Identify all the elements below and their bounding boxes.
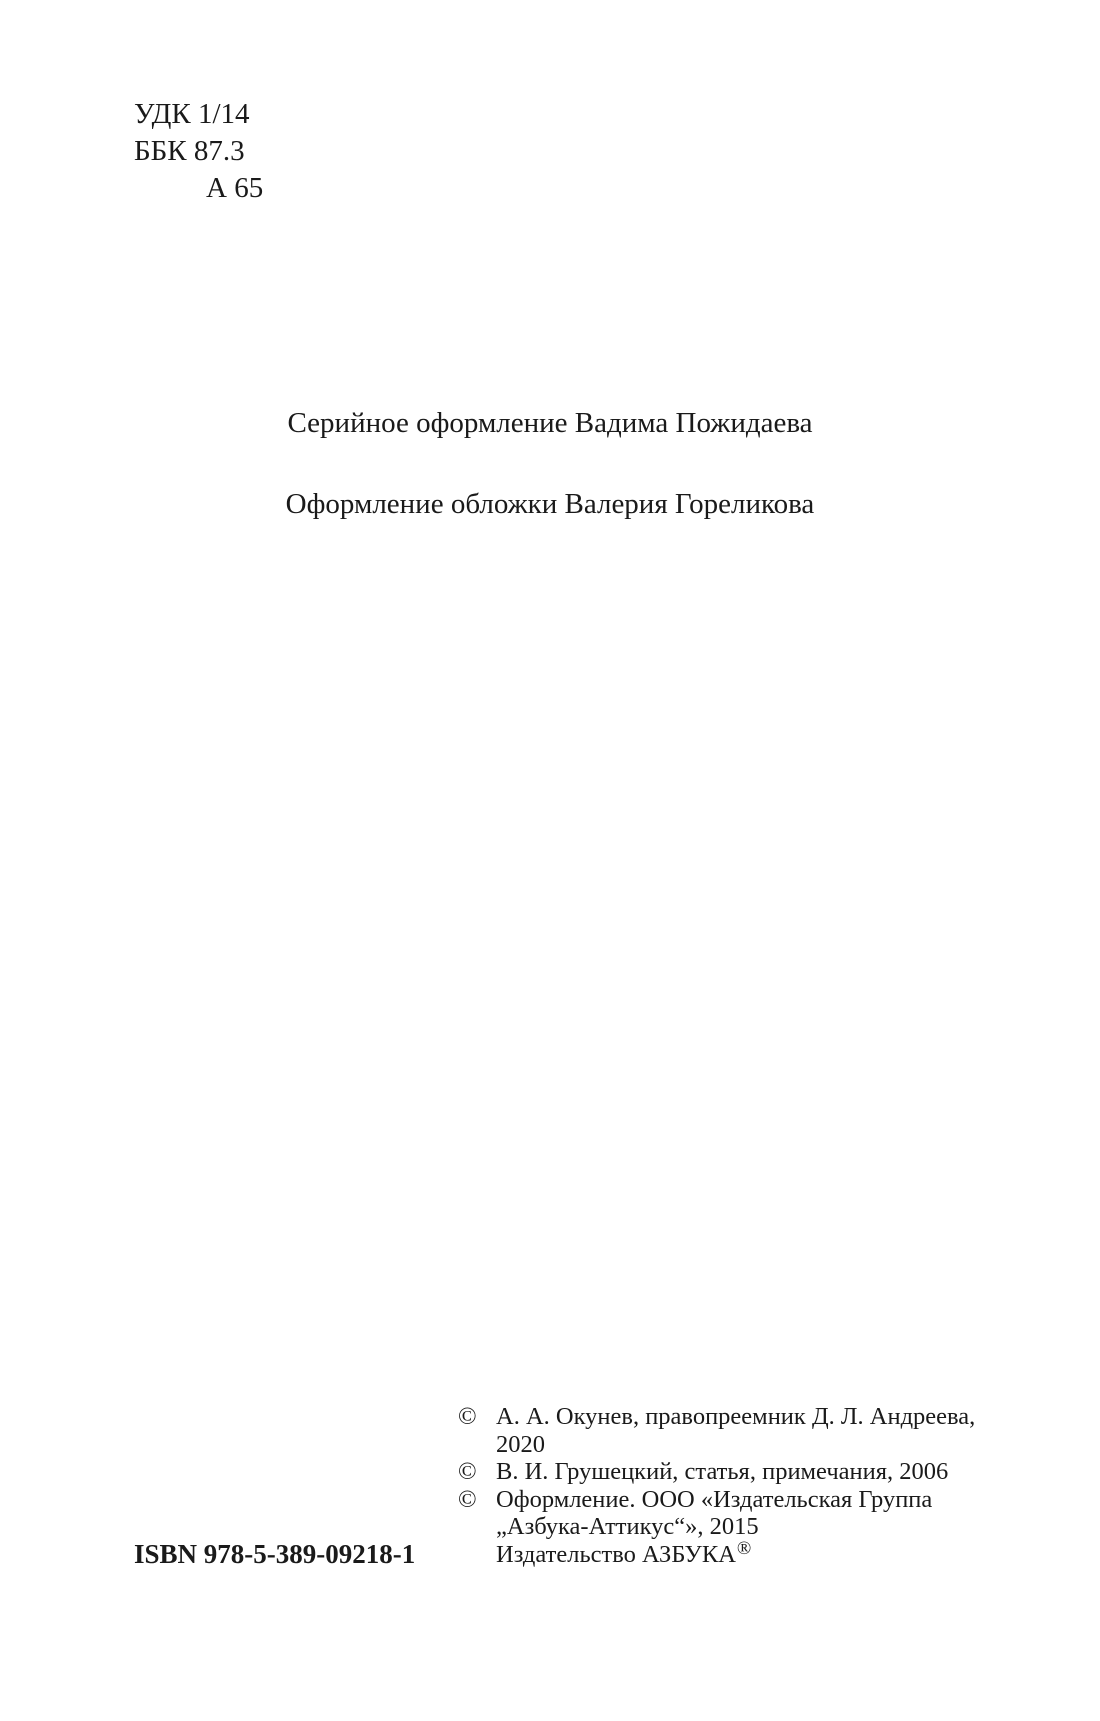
author-mark: А 65 [206,172,264,204]
copyright-text: В. И. Грушецкий, статья, примечания, 2006 [496,1458,949,1485]
series-design-credit: Серийное оформление Вадима Пожидаева [287,407,813,439]
copyright-block [458,1403,975,1570]
copyright-icon: © [458,1403,477,1430]
copyright-entry [458,1403,975,1458]
classification-block [134,96,263,207]
udk-code: УДК 1/14 [134,98,250,130]
copyright-text: А. А. Окунев, правопреемник Д. Л. Андреева, [496,1403,976,1430]
publisher-name: Издательство АЗБУКА [496,1540,736,1568]
bbk-code: ББК 87.3 [134,135,245,167]
copyright-entry [458,1458,975,1486]
copyright-entry [458,1486,975,1541]
cover-design-credit: Оформление обложки Валерия Гореликова [285,488,815,520]
isbn-number: ISBN 978-5-389-09218-1 [134,1539,416,1569]
registered-trademark-icon: ® [736,1537,752,1559]
copyright-text: „Азбука-Аттикус“», 2015 [496,1513,759,1540]
copyright-text: 2020 [496,1430,545,1458]
copyright-icon: © [458,1458,477,1485]
copyright-text: Оформление. ООО «Издательская Группа [496,1485,933,1513]
copyright-icon: © [458,1485,477,1513]
publisher-line [458,1537,975,1571]
